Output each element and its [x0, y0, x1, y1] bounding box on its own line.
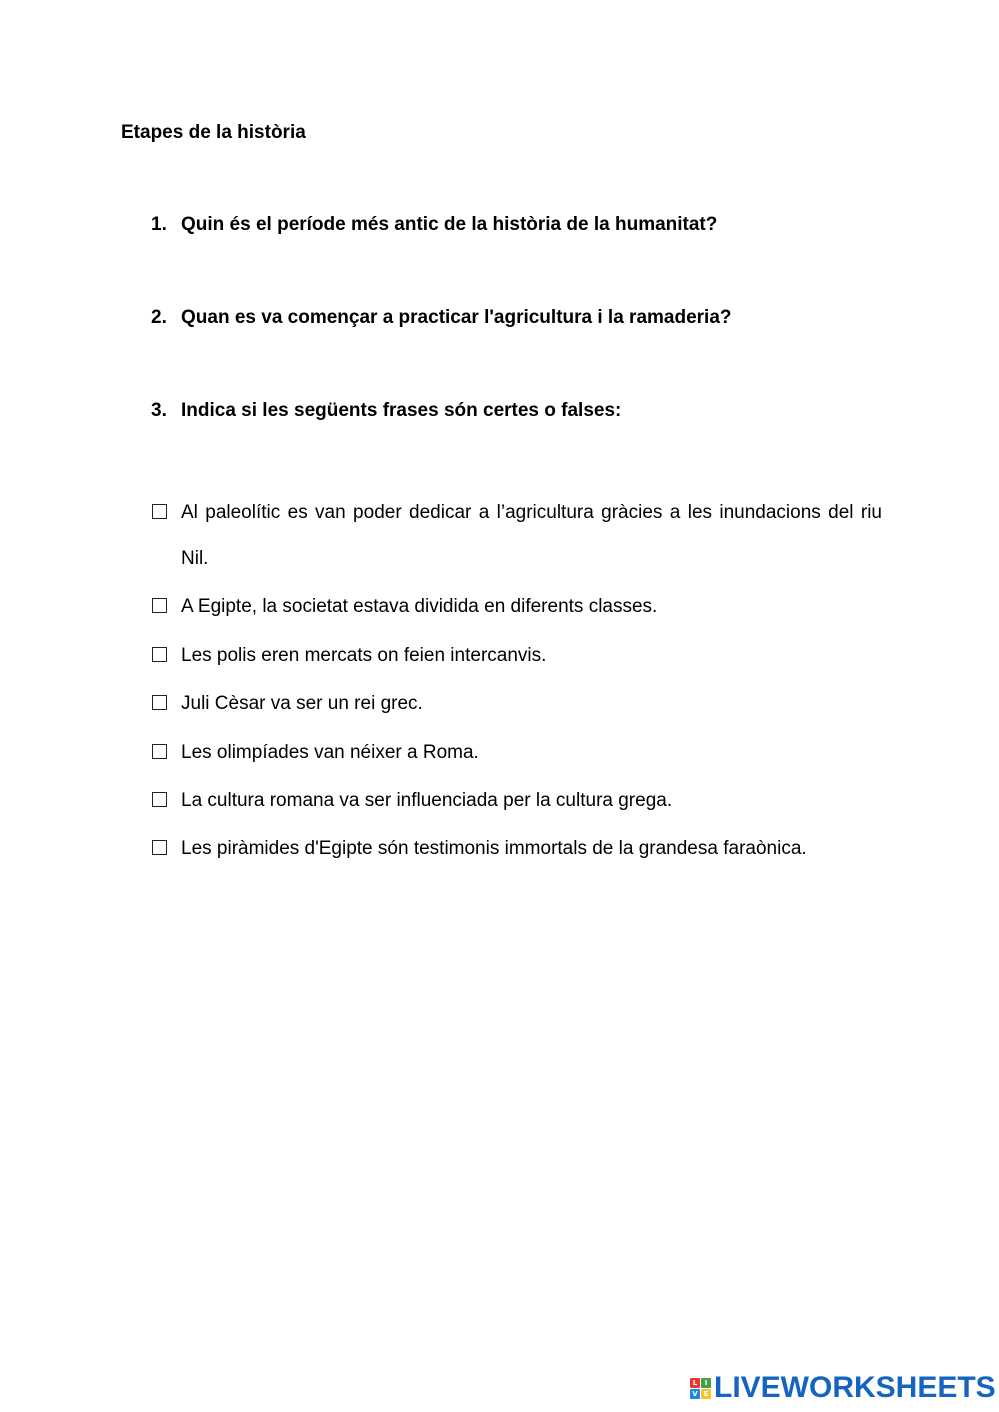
- statement-item: [152, 584, 882, 630]
- statement-checkbox[interactable]: [152, 840, 167, 855]
- logo-mark-tile: I: [701, 1378, 711, 1388]
- statement-text: A Egipte, la societat estava dividida en diferents classes.: [181, 596, 658, 618]
- statement-item: [152, 681, 882, 727]
- statement-text: La cultura romana va ser influenciada per la cultura grega.: [181, 789, 673, 811]
- statement-text: Les olimpíades van néixer a Roma.: [181, 741, 479, 763]
- statement-checkbox[interactable]: [152, 504, 167, 519]
- question-text: Quin és el període més antic de la història de la humanitat?: [181, 214, 718, 235]
- logo-mark-icon: [690, 1378, 711, 1399]
- question-number: 1.: [151, 214, 167, 235]
- statement-text: Les piràmides d'Egipte són testimonis immortals de la grandesa faraònica.: [181, 838, 807, 860]
- question-1: [151, 212, 911, 238]
- true-false-statement-list: [152, 490, 882, 875]
- statement-checkbox[interactable]: [152, 598, 167, 613]
- question-3: [151, 398, 911, 424]
- liveworksheets-logo: [690, 1372, 996, 1404]
- question-number: 3.: [151, 400, 167, 421]
- statement-item: [152, 778, 882, 824]
- question-text: Indica si les següents frases són certes o falses:: [181, 400, 622, 421]
- statement-checkbox[interactable]: [152, 695, 167, 710]
- logo-mark-tile: E: [701, 1389, 711, 1399]
- logo-mark-tile: V: [690, 1389, 700, 1399]
- statement-text: Juli Cèsar va ser un rei grec.: [181, 693, 423, 715]
- page-title: Etapes de la història: [121, 122, 306, 143]
- logo-text: LIVEWORKSHEETS: [714, 1371, 996, 1404]
- statement-item: [152, 633, 882, 679]
- statement-item: [152, 490, 882, 582]
- statement-checkbox[interactable]: [152, 744, 167, 759]
- statement-text: Al paleolític es van poder dedicar a l’agricultura gràcies a les inundacions del riu Nil.: [181, 502, 882, 569]
- statement-checkbox[interactable]: [152, 792, 167, 807]
- logo-mark-tile: L: [690, 1378, 700, 1388]
- statement-item: [152, 826, 882, 872]
- question-number: 2.: [151, 307, 167, 328]
- statement-text: Les polis eren mercats on feien intercanvis.: [181, 644, 547, 666]
- question-text: Quan es va començar a practicar l'agricultura i la ramaderia?: [181, 307, 732, 328]
- question-2: [151, 305, 911, 331]
- statement-item: [152, 730, 882, 776]
- statement-checkbox[interactable]: [152, 647, 167, 662]
